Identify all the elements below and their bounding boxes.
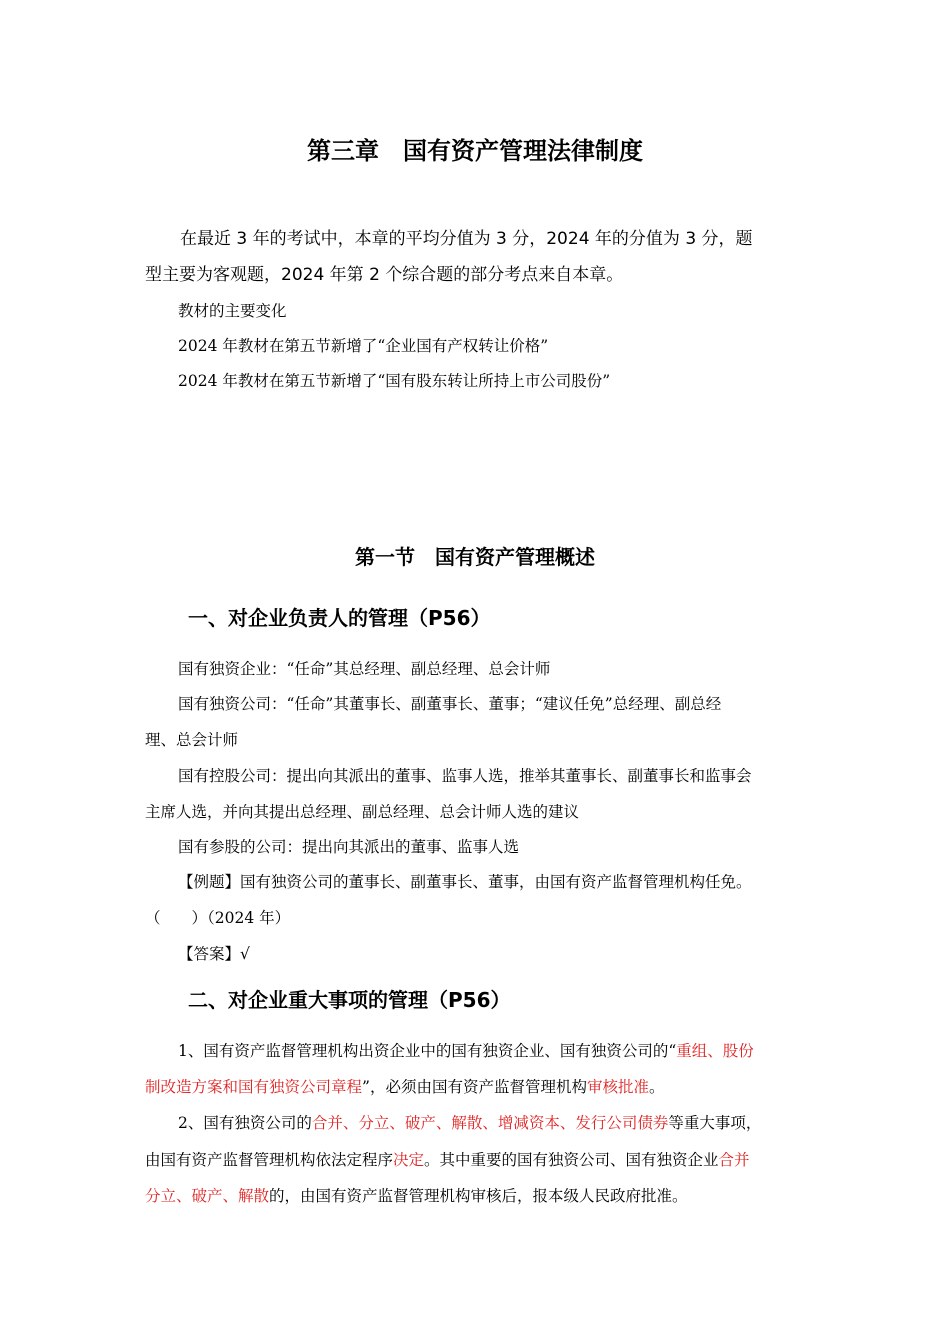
text-run: 。其中重要的国有独资公司、国有独资企业 <box>424 1151 719 1169</box>
highlight-text: 审核批准 <box>586 1078 649 1096</box>
part2-item-2-line-2 <box>145 1149 750 1171</box>
example-question-line-2: （ ）（2024 年） <box>145 909 291 927</box>
part1-paragraph-2-line-2: 理、总会计师 <box>145 731 239 749</box>
highlight-text: 制改造方案和国有独资公司章程 <box>145 1078 363 1096</box>
part2-item-1-line-1 <box>178 1040 754 1062</box>
highlight-text: 合并、分立、破产、解散、增减资本、发行公司债券 <box>311 1114 669 1132</box>
highlight-text: 重组、股份 <box>676 1042 754 1060</box>
part1-paragraph-2-line-1: 国有独资公司：“任命”其董事长、副董事长、董事；“建议任免”总经理、副总经 <box>178 695 722 713</box>
text-run: ”，必须由国有资产监督管理机构 <box>362 1078 587 1096</box>
changes-item-2: 2024 年教材在第五节新增了“国有股东转让所持上市公司股份” <box>178 372 611 390</box>
text-run: 2、国有独资公司的 <box>178 1114 312 1132</box>
highlight-text: 分立、破产、解散 <box>145 1187 270 1205</box>
text-run: 1、国有资产监督管理机构出资企业中的国有独资企业、国有独资公司的“ <box>178 1042 677 1060</box>
highlight-text: 合并 <box>718 1151 750 1169</box>
chapter-title: 第三章 国有资产管理法律制度 <box>307 137 643 165</box>
part2-heading: 二、对企业重大事项的管理（P56） <box>188 988 511 1012</box>
part2-item-2-line-1 <box>178 1112 761 1134</box>
highlight-text: 决定 <box>393 1151 425 1169</box>
part1-paragraph-3-line-2: 主席人选，并向其提出总经理、副总经理、总会计师人选的建议 <box>145 803 580 821</box>
text-run: 的，由国有资产监督管理机构审核后，报本级人民政府批准。 <box>269 1187 688 1205</box>
part1-heading: 一、对企业负责人的管理（P56） <box>188 606 491 630</box>
text-run: 由国有资产监督管理机构依法定程序 <box>145 1151 394 1169</box>
example-answer: 【答案】√ <box>178 945 250 963</box>
intro-line-1: 在最近 3 年的考试中，本章的平均分值为 3 分，2024 年的分值为 3 分，题 <box>180 229 753 249</box>
text-run: 等重大事项， <box>668 1114 762 1132</box>
part1-paragraph-4: 国有参股的公司：提出向其派出的董事、监事人选 <box>178 838 520 856</box>
changes-heading: 教材的主要变化 <box>178 302 287 320</box>
section-title: 第一节 国有资产管理概述 <box>355 545 595 569</box>
example-question-line-1: 【例题】国有独资公司的董事长、副董事长、董事，由国有资产监督管理机构任免。 <box>178 873 752 891</box>
intro-line-2: 型主要为客观题，2024 年第 2 个综合题的部分考点来自本章。 <box>145 265 624 285</box>
part2-item-2-line-3 <box>145 1185 688 1207</box>
part2-item-1-line-2 <box>145 1076 664 1098</box>
part1-paragraph-1: 国有独资企业：“任命”其总经理、副总经理、总会计师 <box>178 660 551 678</box>
part1-paragraph-3-line-1: 国有控股公司：提出向其派出的董事、监事人选，推举其董事长、副董事长和监事会 <box>178 767 752 785</box>
text-run: 。 <box>648 1078 665 1096</box>
changes-item-1: 2024 年教材在第五节新增了“企业国有产权转让价格” <box>178 337 549 355</box>
